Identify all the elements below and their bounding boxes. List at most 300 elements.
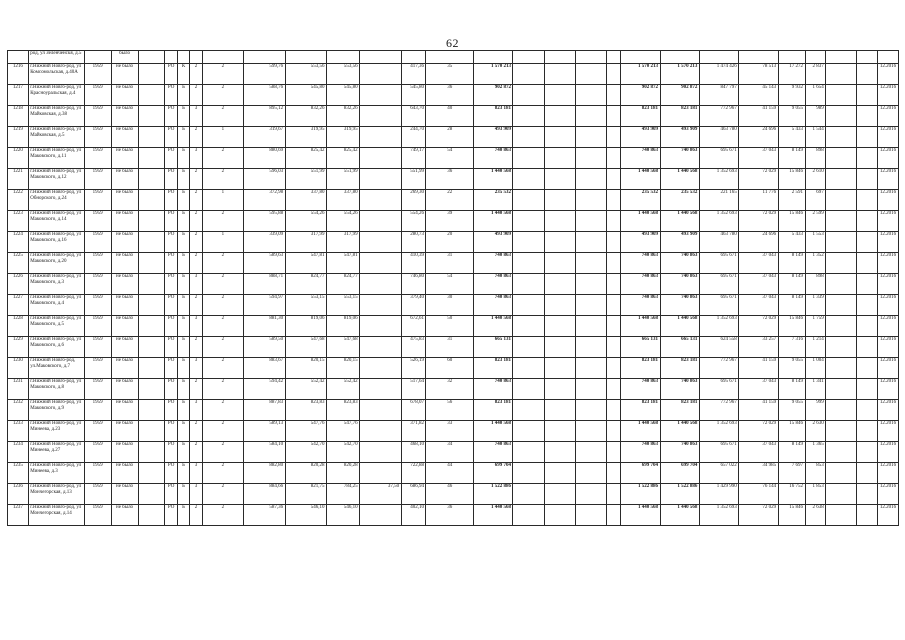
cell-residential-area: 784,25 xyxy=(327,484,360,505)
table-row xyxy=(8,421,899,442)
cell-residents: 34 xyxy=(426,442,474,463)
cell-cost-total: 699 704 xyxy=(621,463,660,484)
cell-build-year: 1959 xyxy=(84,106,111,127)
cell-empty xyxy=(606,106,621,127)
cell-unit-cost: 1 004 xyxy=(805,358,826,379)
cell-address: г.Нижний Новго-род, ул Мончегорская, д.14 xyxy=(28,505,84,526)
cell-floors: 2 xyxy=(190,421,202,442)
cell-empty xyxy=(544,211,575,232)
cell-residents: 60 xyxy=(426,358,474,379)
cell-floors: 3 xyxy=(190,316,202,337)
cell-total-cost: 740 863 xyxy=(474,148,513,169)
cell-build-year: 1959 xyxy=(84,211,111,232)
cell-deadline: 12.2016 xyxy=(878,232,899,253)
cell-total-area: 888,71 xyxy=(244,274,285,295)
cell-cost-total: 823 181 xyxy=(621,358,660,379)
cell-empty xyxy=(857,148,878,169)
cell-residents: 36 xyxy=(426,85,474,106)
cell-wall-type: Б xyxy=(177,337,189,358)
cell-nonresidential-area xyxy=(360,337,401,358)
cell-total-area: 319,67 xyxy=(244,127,285,148)
cell-wall-type: Б xyxy=(177,316,189,337)
cell-total-cost: 740 863 xyxy=(474,295,513,316)
cell-nonresidential-area xyxy=(360,106,401,127)
cell-cost-total: 1 440 568 xyxy=(621,421,660,442)
cell-empty xyxy=(138,295,165,316)
cell-cost-fund: 1 352 693 xyxy=(699,169,738,190)
cell-total-area: 882,80 xyxy=(244,463,285,484)
cell-cost-municipal: 8 149 xyxy=(778,148,805,169)
cell-total-cost: 740 863 xyxy=(474,379,513,400)
cell-residents: 30 xyxy=(426,295,474,316)
cell-residential-area: 319,95 xyxy=(327,127,360,148)
cell-cost-total: 235 532 xyxy=(621,190,660,211)
cell-residents: 31 xyxy=(426,337,474,358)
cell-premises-area: 542,70 xyxy=(285,442,326,463)
cell-program: РО xyxy=(165,337,177,358)
cell-status: было xyxy=(111,51,138,64)
cell-deadline: 12.2016 xyxy=(878,421,899,442)
cell-empty xyxy=(544,64,575,85)
cell-status: не было xyxy=(111,127,138,148)
cell-cost-repair: 1 440 568 xyxy=(660,421,699,442)
cell-floors: 2 xyxy=(190,337,202,358)
cell-private-area: 722,88 xyxy=(401,463,426,484)
cell-cost-repair: 665 131 xyxy=(660,337,699,358)
table-row xyxy=(8,463,899,484)
cell-program: РО xyxy=(165,127,177,148)
cell-nonresidential-area xyxy=(360,211,401,232)
cell-residents: 39 xyxy=(426,211,474,232)
cell-premises-area: 824,77 xyxy=(285,274,326,295)
cell-deadline: 12.2016 xyxy=(878,211,899,232)
cell-build-year: 1959 xyxy=(84,316,111,337)
cell-wall-type: Б xyxy=(177,106,189,127)
cell-total-cost: 823 181 xyxy=(474,400,513,421)
table-row xyxy=(8,295,899,316)
cell-empty xyxy=(826,169,857,190)
cell-residents: 54 xyxy=(426,274,474,295)
cell-program: РО xyxy=(165,64,177,85)
table-row xyxy=(8,127,899,148)
cell-residential-area: 551,99 xyxy=(327,169,360,190)
cell-status: не было xyxy=(111,190,138,211)
cell-wall-type: Б xyxy=(177,379,189,400)
cell-row-number: 1234 xyxy=(8,442,29,463)
cell-cost-repair: 1 440 568 xyxy=(660,169,699,190)
cell-build-year: 1959 xyxy=(84,442,111,463)
cell-deadline: 12.2016 xyxy=(878,337,899,358)
cell-empty xyxy=(513,148,544,169)
cell-program: РО xyxy=(165,400,177,421)
cell-status: не было xyxy=(111,505,138,526)
cell-empty xyxy=(544,337,575,358)
cell-cost-repair: 902 872 xyxy=(660,85,699,106)
cell-cost-fund: 695 671 xyxy=(699,253,738,274)
cell-premises-area: 551,99 xyxy=(285,169,326,190)
cell-premises-area: 547,76 xyxy=(285,421,326,442)
cell-residential-area: 337,80 xyxy=(327,190,360,211)
cell-cost-total: 1 440 568 xyxy=(621,505,660,526)
cell-total-cost: 1 440 568 xyxy=(474,316,513,337)
cell-residential-area: 553,15 xyxy=(327,295,360,316)
cell-unit-cost: 1 365 xyxy=(805,442,826,463)
cell-empty xyxy=(513,337,544,358)
cell-address: г.Нижний Новго-род, ул Маковского, д.3 xyxy=(28,274,84,295)
cell-empty xyxy=(544,421,575,442)
cell-total-cost: 1 440 568 xyxy=(474,505,513,526)
cell-nonresidential-area xyxy=(360,232,401,253)
cell-address: г.Нижний Новго-род, ул Маковского, д.8 xyxy=(28,379,84,400)
cell-empty xyxy=(826,148,857,169)
cell-empty xyxy=(138,64,165,85)
table-row xyxy=(8,400,899,421)
cell-cost-total: 902 872 xyxy=(621,85,660,106)
cell-premises-area: 337,80 xyxy=(285,190,326,211)
cell-cost-repair: 740 863 xyxy=(660,379,699,400)
cell-entrances: 2 xyxy=(202,379,243,400)
table-body xyxy=(8,51,899,526)
cell-empty xyxy=(513,295,544,316)
cell-premises-area: 825,42 xyxy=(285,148,326,169)
cell-empty xyxy=(857,337,878,358)
cell-address: г.Нижний Новго-род, ул Майковская, д.38 xyxy=(28,106,84,127)
cell-empty xyxy=(575,442,606,463)
cell-row-number: 1226 xyxy=(8,274,29,295)
cell-total-area: 599,76 xyxy=(244,64,285,85)
cell-entrances: 2 xyxy=(202,337,243,358)
cell-address: г.Нижний Новго-род, ул Маковского, д.5 xyxy=(28,316,84,337)
cell-private-area: 545,80 xyxy=(401,85,426,106)
cell-total-area: 589,63 xyxy=(244,253,285,274)
cell-empty xyxy=(513,64,544,85)
cell-empty xyxy=(857,64,878,85)
cell-private-area: 410,39 xyxy=(401,253,426,274)
cell-empty xyxy=(544,379,575,400)
cell-deadline: 12.2016 xyxy=(878,442,899,463)
cell-status: не было xyxy=(111,358,138,379)
cell-private-area: 402,10 xyxy=(401,505,426,526)
cell-nonresidential-area xyxy=(360,148,401,169)
cell-nonresidential-area xyxy=(360,253,401,274)
cell-empty xyxy=(826,505,857,526)
cell-empty xyxy=(606,274,621,295)
cell-status: не было xyxy=(111,253,138,274)
cell-residents: 31 xyxy=(426,253,474,274)
cell-unit-cost: 2 610 xyxy=(805,169,826,190)
cell-premises-area: 832,26 xyxy=(285,106,326,127)
cell-empty xyxy=(606,484,621,505)
cell-empty xyxy=(826,442,857,463)
cell-cost-region: 41 159 xyxy=(739,358,778,379)
carry-over-row xyxy=(8,51,899,64)
cell-build-year: 1959 xyxy=(84,232,111,253)
cell-cost-total: 1 440 568 xyxy=(621,316,660,337)
cell-cost-municipal: 8 149 xyxy=(778,253,805,274)
cell-cost-fund: 695 671 xyxy=(699,148,738,169)
cell-status: не было xyxy=(111,379,138,400)
cell-build-year: 1959 xyxy=(84,127,111,148)
cell-nonresidential-area xyxy=(360,127,401,148)
cell-premises-area: 552,42 xyxy=(285,379,326,400)
cell-nonresidential-area xyxy=(360,274,401,295)
cell-cost-region: 72 029 xyxy=(739,211,778,232)
cell-build-year: 1959 xyxy=(84,148,111,169)
cell-empty xyxy=(857,169,878,190)
cell-cost-region: 34 985 xyxy=(739,463,778,484)
cell-row-number: 1220 xyxy=(8,148,29,169)
cell-row-number: 1224 xyxy=(8,232,29,253)
cell-empty xyxy=(857,211,878,232)
cell-residential-area: 820,28 xyxy=(327,463,360,484)
cell-premises-area: 546,10 xyxy=(285,505,326,526)
cell-empty xyxy=(138,232,165,253)
cell-address: г.Нижний Новго-род, ул Маковского, д.12 xyxy=(28,169,84,190)
cell-cost-repair: 699 704 xyxy=(660,463,699,484)
cell-empty xyxy=(544,400,575,421)
cell-cost-total: 823 181 xyxy=(621,106,660,127)
cell-empty xyxy=(138,274,165,295)
cell-residential-area: 547,81 xyxy=(327,253,360,274)
cell-program: РО xyxy=(165,232,177,253)
cell-program: РО xyxy=(165,190,177,211)
cell-empty xyxy=(606,211,621,232)
cell-wall-type: Б xyxy=(177,232,189,253)
cell-cost-municipal: 7 316 xyxy=(778,337,805,358)
cell-total-area: 594,42 xyxy=(244,379,285,400)
cell-total-area: 587,36 xyxy=(244,505,285,526)
cell-wall-type: Б xyxy=(177,442,189,463)
cell-address: г.Нижний Новго-род, ул Маковского, д.16 xyxy=(28,232,84,253)
cell-cost-municipal: 8 149 xyxy=(778,379,805,400)
cell-unit-cost: 1 339 xyxy=(805,295,826,316)
cell-deadline: 12.2016 xyxy=(878,463,899,484)
cell-residential-area: 832,26 xyxy=(327,106,360,127)
cell-empty xyxy=(575,190,606,211)
cell-cost-total: 665 131 xyxy=(621,337,660,358)
cell-deadline: 12.2016 xyxy=(878,484,899,505)
cell-empty xyxy=(544,190,575,211)
cell-address: г.Нижний Новго-род, ул Маковского, д.20 xyxy=(28,253,84,274)
cell-deadline: 12.2016 xyxy=(878,148,899,169)
cell-deadline: 12.2016 xyxy=(878,64,899,85)
cell-cost-fund: 1 352 693 xyxy=(699,211,738,232)
cell-cost-repair: 1 440 568 xyxy=(660,505,699,526)
cell-total-cost: 823 181 xyxy=(474,106,513,127)
cell-empty xyxy=(138,169,165,190)
cell-cost-region: 72 029 xyxy=(739,316,778,337)
cell-entrances: 2 xyxy=(202,400,243,421)
cell-entrances: 2 xyxy=(202,484,243,505)
cell-program: РО xyxy=(165,505,177,526)
cell-empty xyxy=(575,337,606,358)
cell-empty xyxy=(544,442,575,463)
cell-private-area: 551,99 xyxy=(401,169,426,190)
cell-cost-region: 24 696 xyxy=(739,232,778,253)
table-row xyxy=(8,358,899,379)
cell-cost-total: 740 863 xyxy=(621,295,660,316)
cell-status: не было xyxy=(111,232,138,253)
cell-floors: 2 xyxy=(190,190,202,211)
cell-row-number: 1221 xyxy=(8,169,29,190)
cell-private-area: 526,19 xyxy=(401,358,426,379)
cell-empty xyxy=(513,253,544,274)
cell-premises-area: 820,28 xyxy=(285,463,326,484)
cell-deadline: 12.2016 xyxy=(878,379,899,400)
cell-empty xyxy=(544,253,575,274)
cell-cost-region: 41 159 xyxy=(739,106,778,127)
cell-residential-area: 823,83 xyxy=(327,400,360,421)
cell-cost-total: 1 570 213 xyxy=(621,64,660,85)
cell-total-area: 588,76 xyxy=(244,85,285,106)
cell-row-number: 1235 xyxy=(8,463,29,484)
cell-empty xyxy=(826,484,857,505)
cell-wall-type: Б xyxy=(177,274,189,295)
cell-cost-region: 11 776 xyxy=(739,190,778,211)
cell-floors: 2 xyxy=(190,253,202,274)
cell-address: г.Нижний Новго-род, ул Минеева, д.23 xyxy=(28,421,84,442)
cell-residential-area: 317,99 xyxy=(327,232,360,253)
cell-cost-total: 740 863 xyxy=(621,379,660,400)
cell-row-number: 1218 xyxy=(8,106,29,127)
cell-empty xyxy=(513,232,544,253)
cell-cost-region: 37 043 xyxy=(739,379,778,400)
cell-cost-fund: 1 352 693 xyxy=(699,316,738,337)
cell-empty xyxy=(606,295,621,316)
cell-nonresidential-area xyxy=(360,463,401,484)
table-row xyxy=(8,85,899,106)
cell-address: г.Нижний Новго-род, ул Маковского, д.4 xyxy=(28,295,84,316)
cell-empty xyxy=(857,106,878,127)
cell-floors: 2 xyxy=(190,232,202,253)
cell-cost-fund: 847 797 xyxy=(699,85,738,106)
table-row xyxy=(8,484,899,505)
cell-wall-type: Б xyxy=(177,358,189,379)
cell-total-cost: 1 440 568 xyxy=(474,169,513,190)
cell-cost-region: 76 144 xyxy=(739,484,778,505)
cell-row-number: 1229 xyxy=(8,337,29,358)
cell-empty xyxy=(826,232,857,253)
cell-build-year: 1959 xyxy=(84,295,111,316)
cell-deadline: 12.2016 xyxy=(878,106,899,127)
cell-empty xyxy=(606,253,621,274)
cell-floors: 3 xyxy=(190,358,202,379)
cell-private-area: 554,26 xyxy=(401,211,426,232)
cell-empty xyxy=(606,505,621,526)
cell-cost-region: 37 043 xyxy=(739,442,778,463)
cell-cost-repair: 823 181 xyxy=(660,400,699,421)
cell-residential-area: 554,26 xyxy=(327,211,360,232)
cell-unit-cost: 853 xyxy=(805,463,826,484)
cell-empty xyxy=(575,274,606,295)
cell-entrances: 1 xyxy=(202,232,243,253)
table-row xyxy=(8,64,899,85)
cell-address: г.Нижний Новго-род, ул.Маковского, д.7 xyxy=(28,358,84,379)
cell-wall-type: Б xyxy=(177,505,189,526)
cell-wall-type: Б xyxy=(177,127,189,148)
cell-status: не было xyxy=(111,64,138,85)
cell-row-number: 1236 xyxy=(8,484,29,505)
cell-empty xyxy=(606,358,621,379)
cell-private-area: 468,10 xyxy=(401,442,426,463)
cell-empty xyxy=(606,379,621,400)
cell-program: РО xyxy=(165,274,177,295)
cell-premises-area: 821,75 xyxy=(285,484,326,505)
cell-empty xyxy=(826,421,857,442)
cell-cost-region: 37 043 xyxy=(739,295,778,316)
cell-unit-cost: 2 630 xyxy=(805,421,826,442)
cell-cost-repair: 740 863 xyxy=(660,295,699,316)
cell-floors: 3 xyxy=(190,484,202,505)
cell-residential-area: 824,77 xyxy=(327,274,360,295)
cell-deadline: 12.2016 xyxy=(878,358,899,379)
cell-empty xyxy=(575,169,606,190)
cell-status: не было xyxy=(111,421,138,442)
cell-cost-fund: 1 352 693 xyxy=(699,505,738,526)
cell-empty xyxy=(138,127,165,148)
cell-unit-cost: 1 654 xyxy=(805,85,826,106)
cell-empty xyxy=(606,316,621,337)
cell-empty xyxy=(138,211,165,232)
cell-nonresidential-area xyxy=(360,400,401,421)
cell-nonresidential-area xyxy=(360,190,401,211)
cell-empty xyxy=(575,232,606,253)
cell-residential-area: 553,56 xyxy=(327,64,360,85)
cell-deadline: 12.2016 xyxy=(878,400,899,421)
cell-program: РО xyxy=(165,85,177,106)
cell-status: не было xyxy=(111,463,138,484)
cell-cost-region: 24 696 xyxy=(739,127,778,148)
cell-deadline: 12.2016 xyxy=(878,85,899,106)
cell-unit-cost: 898 xyxy=(805,274,826,295)
cell-cost-repair: 823 181 xyxy=(660,358,699,379)
cell-cost-region: 37 043 xyxy=(739,148,778,169)
cell-deadline: 12.2016 xyxy=(878,316,899,337)
cell-cost-municipal: 8 149 xyxy=(778,442,805,463)
cell-entrances: 2 xyxy=(202,358,243,379)
cell-empty xyxy=(138,400,165,421)
cell-build-year: 1959 xyxy=(84,484,111,505)
cell-total-cost: 493 909 xyxy=(474,232,513,253)
cell-empty xyxy=(513,442,544,463)
cell-row-number: 1225 xyxy=(8,253,29,274)
cell-empty xyxy=(606,442,621,463)
cell-cost-fund: 772 967 xyxy=(699,106,738,127)
cell-private-area: 746,80 xyxy=(401,274,426,295)
cell-wall-type: Б xyxy=(177,484,189,505)
table-row xyxy=(8,253,899,274)
cell-row-number: 1233 xyxy=(8,421,29,442)
cell-empty xyxy=(513,463,544,484)
cell-unit-cost: 898 xyxy=(805,148,826,169)
table-row xyxy=(8,379,899,400)
cell-total-area: 880,69 xyxy=(244,148,285,169)
cell-private-area: 643,70 xyxy=(401,106,426,127)
cell-cost-repair: 1 570 213 xyxy=(660,64,699,85)
cell-cost-repair: 1 522 886 xyxy=(660,484,699,505)
cell-empty xyxy=(575,316,606,337)
cell-empty xyxy=(857,127,878,148)
cell-private-area: 280,73 xyxy=(401,232,426,253)
page-number: 62 xyxy=(446,36,459,50)
cell-cost-municipal: 9 055 xyxy=(778,400,805,421)
cell-empty xyxy=(826,295,857,316)
cell-empty xyxy=(857,358,878,379)
cell-empty xyxy=(544,463,575,484)
cell-build-year: 1959 xyxy=(84,337,111,358)
cell-premises-area: 553,56 xyxy=(285,64,326,85)
cell-program: РО xyxy=(165,421,177,442)
